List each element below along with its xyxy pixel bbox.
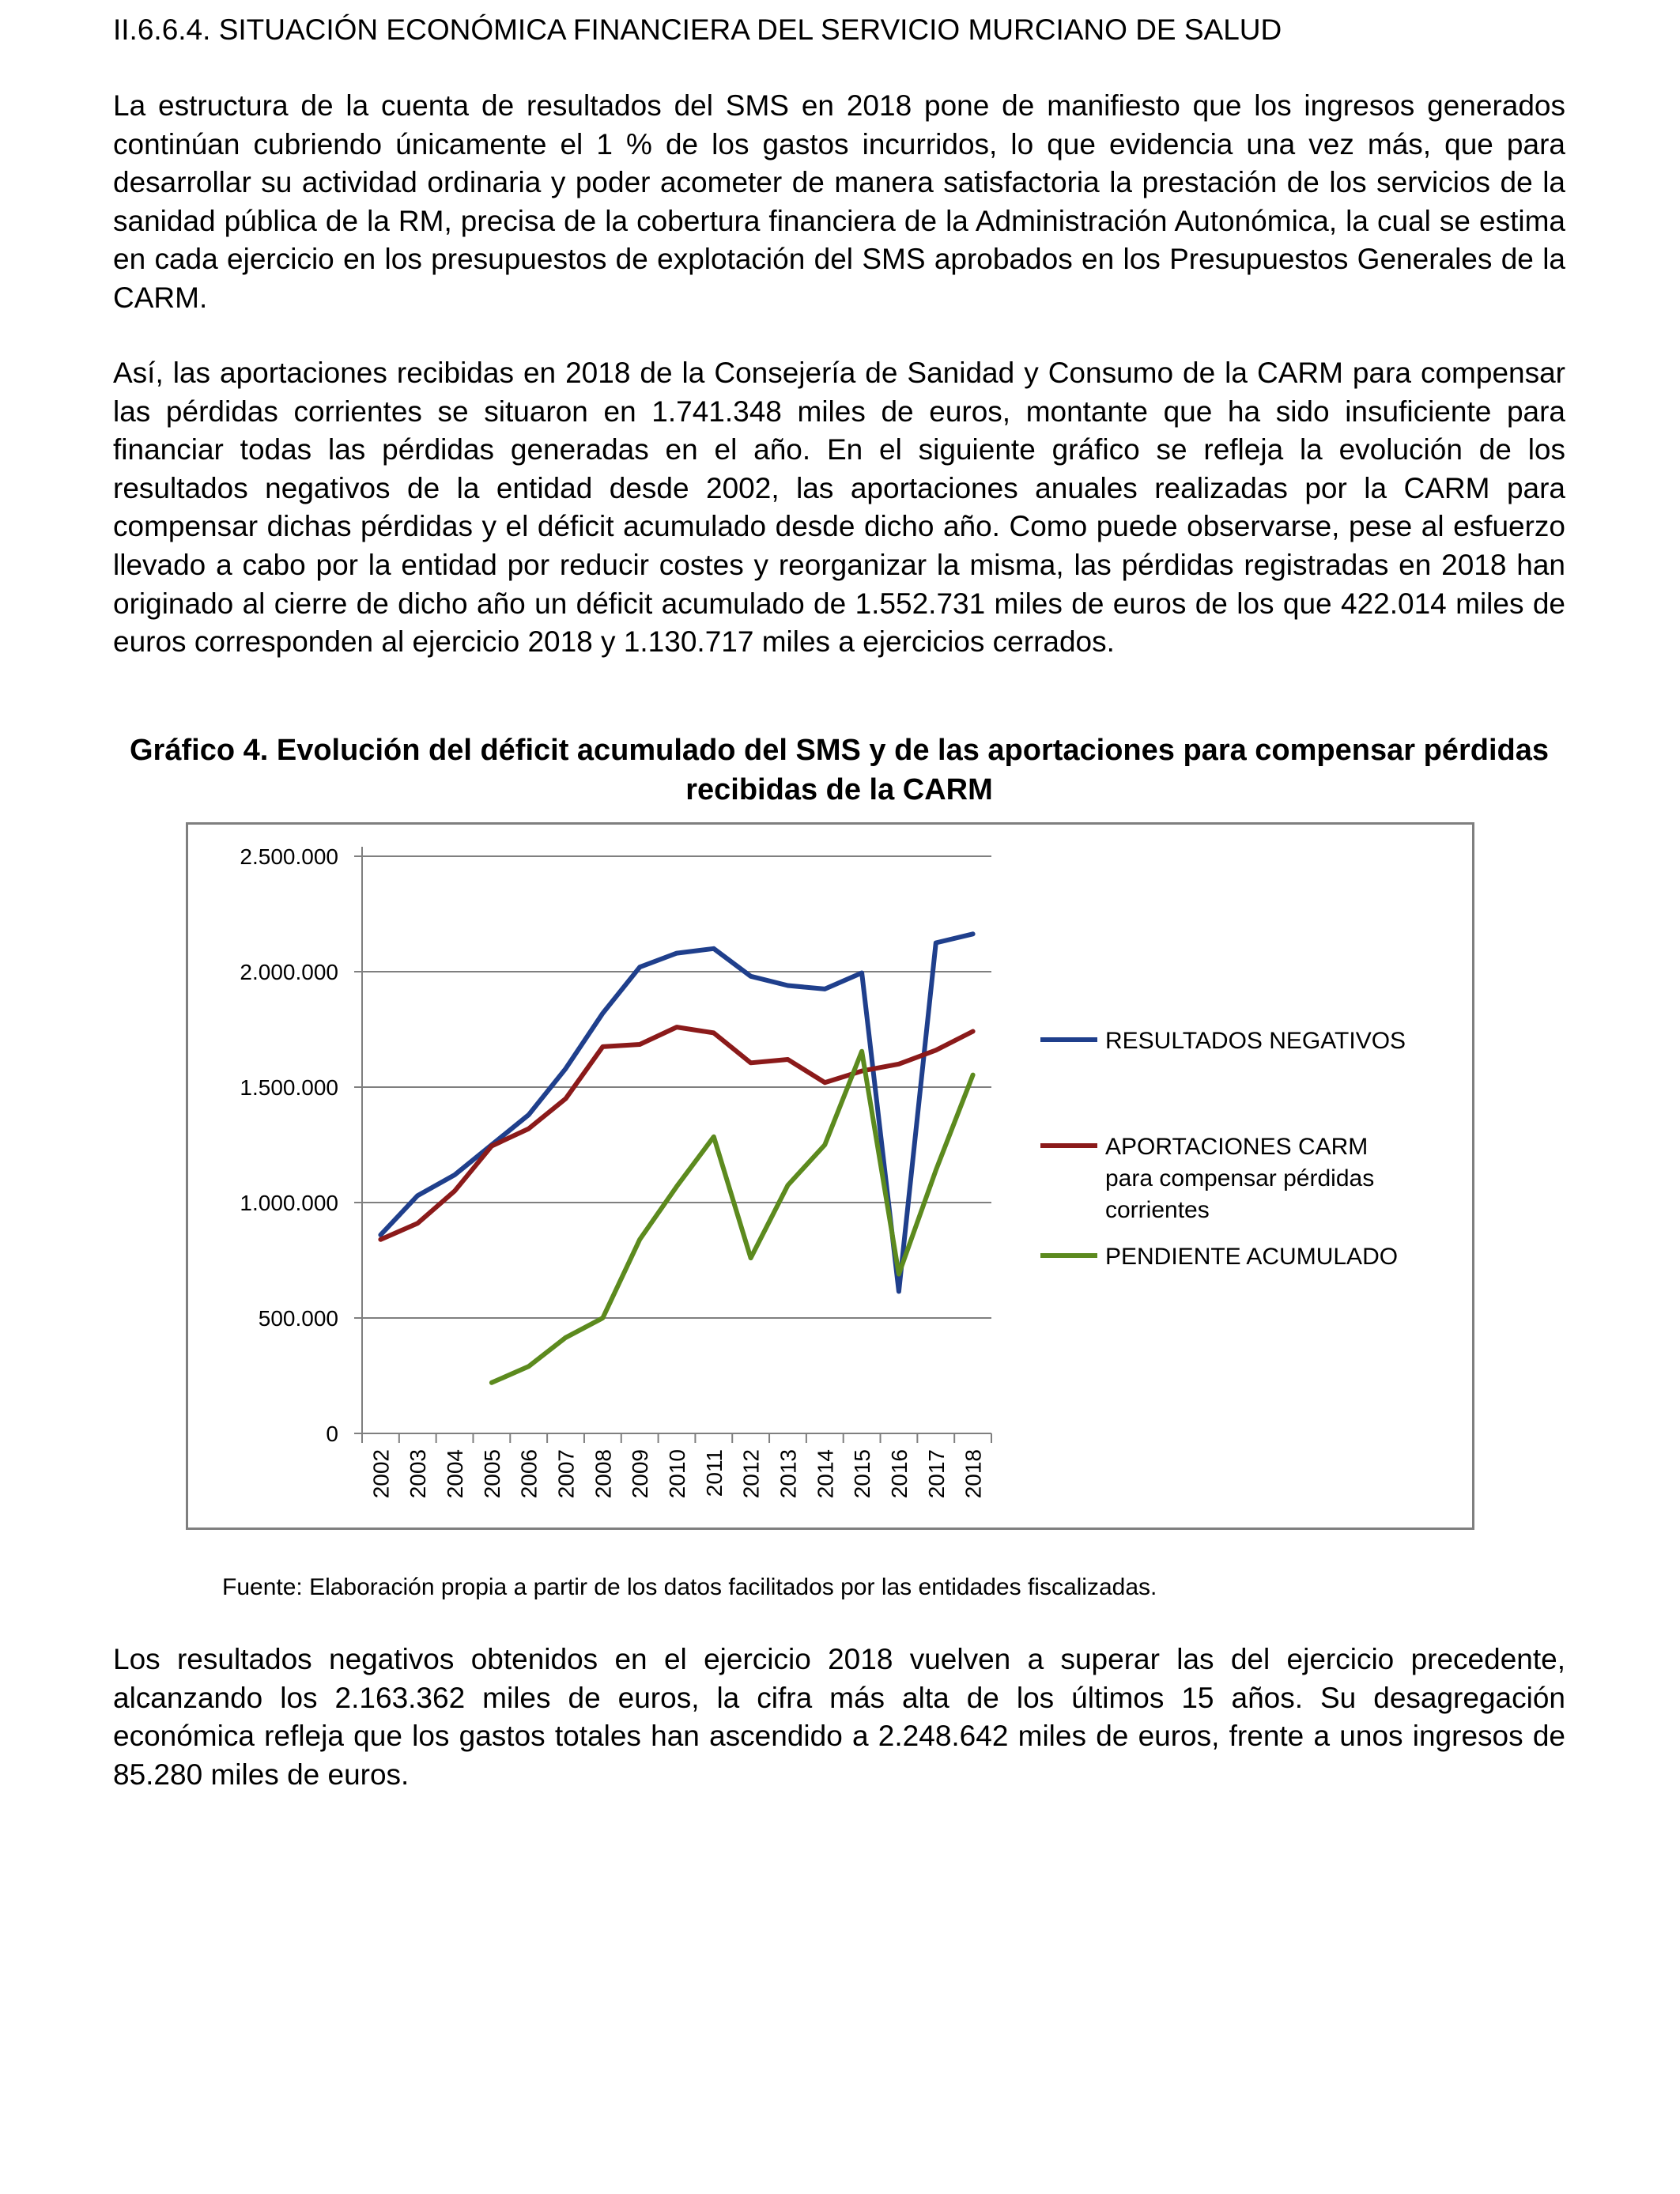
legend-label: PENDIENTE ACUMULADO [1105,1244,1399,1270]
section-heading: II.6.6.4. SITUACIÓN ECONÓMICA FINANCIERA DEL SERVICIO MURCIANO DE SALUD [113,13,1282,46]
x-tick-label: 2014 [813,1449,838,1499]
legend-label: APORTACIONES CARM [1105,1134,1369,1160]
x-tick-label: 2016 [886,1449,912,1499]
x-tick-label: 2008 [591,1449,616,1499]
x-tick-label: 2004 [443,1449,468,1499]
x-tick-label: 2009 [628,1449,653,1499]
y-tick-label: 2.500.000 [240,844,338,869]
legend-label: RESULTADOS NEGATIVOS [1105,1028,1406,1054]
paragraph-carm-contributions: Así, las aportaciones recibidas en 2018 de la Consejería de Sanidad y Consumo de la CARM para compensar las pérdidas corrientes se situaron en 1.741.348 miles de euros, montante que ha sido insuficiente para financiar todas las pérdidas generadas en el año. En el siguiente gráfico se refleja la evolución de los resultados negativos de la entidad desde 2002, las aportaciones anuales realizadas por la CARM para compensar dichas pérdidas y el déficit acumulado desde dicho año. Como puede observarse, pese al esfuerzo llevado a cabo por la entidad por reducir costes y reorganizar la misma, las pérdidas registradas en 2018 han originado al cierre de dicho año un déficit acumulado de 1.552.731 miles de euros de los que 422.014 miles de euros corresponden al ejercicio 2018 y 1.130.717 miles a ejercicios cerrados. [113,357,1565,659]
x-tick-label: 2017 [923,1449,949,1499]
legend-label: para compensar pérdidas [1105,1165,1375,1191]
x-tick-label: 2012 [738,1449,764,1499]
series-line-0 [380,934,972,1291]
series-line-1 [380,1027,972,1240]
chart-caption: Gráfico 4. Evolución del déficit acumulado del SMS y de las aportaciones para compensar pérdidas recibidas de la CARM [130,734,1549,806]
line-chart [188,825,1472,1527]
x-tick-label: 2018 [961,1449,986,1499]
source-note: Fuente: Elaboración propia a partir de los datos facilitados por las entidades fiscalizadas. [222,1574,1157,1600]
paragraph-2018-results: Los resultados negativos obtenidos en el ejercicio 2018 vuelven a superar las del ejercicio precedente, alcanzando los 2.163.362 miles de euros, la cifra más alta de los últimos 15 años. Su desagregación económica refleja que los gastos totales han ascendido a 2.248.642 miles de euros, frente a unos ingresos de 85.280 miles de euros. [113,1643,1565,1791]
x-tick-label: 2003 [406,1449,431,1499]
x-tick-label: 2011 [701,1449,727,1497]
x-tick-label: 2005 [479,1449,504,1499]
x-tick-label: 2002 [368,1449,394,1499]
y-tick-label: 1.000.000 [240,1191,338,1215]
legend-label: corrientes [1105,1197,1210,1223]
y-tick-label: 0 [326,1422,338,1446]
y-tick-label: 500.000 [258,1306,338,1331]
x-tick-label: 2007 [553,1449,579,1499]
x-tick-label: 2006 [516,1449,542,1499]
x-tick-label: 2010 [665,1449,689,1499]
y-tick-label: 1.500.000 [240,1075,338,1100]
paragraph-income-structure: La estructura de la cuenta de resultados del SMS en 2018 pone de manifiesto que los ingresos generados continúan cubriendo únicamente el 1 % de los gastos incurridos, lo que evidencia una vez más, que para desarrollar su actividad ordinaria y poder acometer de manera satisfactoria la prestación de los servicios de la sanidad pública de la RM, precisa de la cobertura financiera de la Administración Autonómica, la cual se estima en cada ejercicio en los presupuestos de explotación del SMS aprobados en los Presupuestos Generales de la CARM. [113,89,1565,314]
chart-frame [186,822,1474,1530]
x-tick-label: 2013 [776,1449,801,1499]
x-tick-label: 2015 [850,1449,875,1499]
y-tick-label: 2.000.000 [240,960,338,984]
